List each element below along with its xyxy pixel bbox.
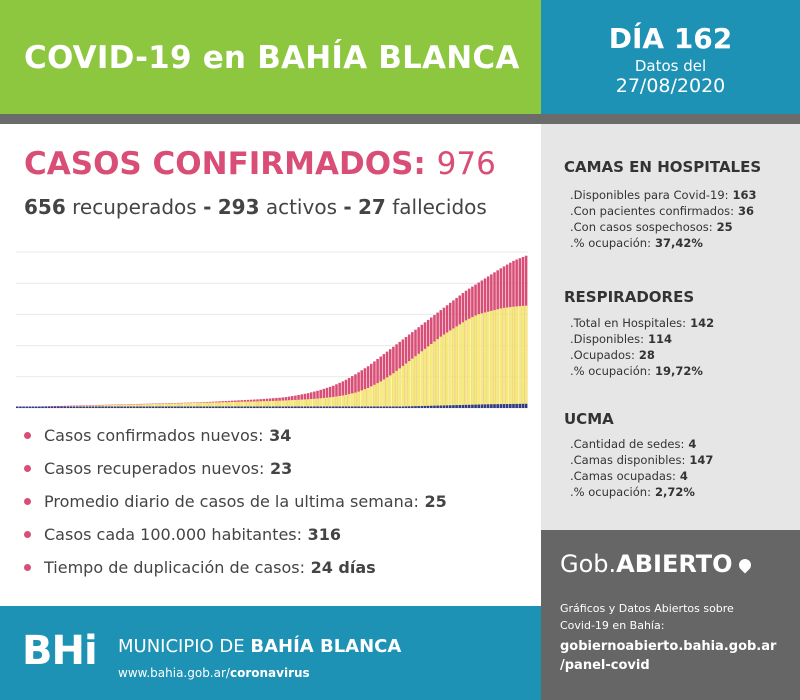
active-value: 293 [217,195,260,219]
bar-recovered [468,319,471,408]
bar-deceased [168,407,171,409]
bar-deceased [177,407,180,409]
side-panel [541,124,800,530]
bar-deceased [430,406,433,408]
confirmed-label: CASOS CONFIRMADOS: [24,146,426,182]
bar-recovered [506,307,509,408]
bar-deceased [402,406,405,408]
list-item: .Camas disponibles: 147 [570,453,714,467]
bar-deceased [263,407,266,409]
bar-recovered [509,307,512,408]
stat-weekly-average: Promedio diario de casos de la ultima semana: 25 [24,492,534,525]
bar-recovered [487,312,490,408]
bar-recovered [405,364,408,408]
bar-recovered [376,383,379,408]
list-item: .% ocupación: 19,72% [570,364,703,378]
bar-deceased [32,407,35,409]
bar-deceased [155,407,158,409]
bar-deceased [22,407,25,409]
bar-deceased [161,407,164,409]
bar-deceased [392,407,395,409]
bar-deceased [281,407,284,409]
bar-deceased [294,407,297,409]
deceased-value: 27 [358,195,386,219]
bar-deceased [436,406,439,408]
bar-recovered [462,322,465,408]
stat-new-confirmed: Casos confirmados nuevos: 34 [24,426,534,459]
bar-deceased [41,407,44,409]
bar-deceased [285,407,288,409]
bar-recovered [332,397,335,408]
website-link[interactable]: www.bahia.gob.ar/coronavirus [118,666,310,680]
bar-deceased [512,404,515,408]
bar-deceased [60,407,63,409]
bar-recovered [500,308,503,408]
bar-recovered [433,342,436,408]
bar-deceased [165,407,168,409]
bar-deceased [297,407,300,409]
bar-recovered [430,344,433,408]
bar-deceased [174,407,177,409]
bar-deceased [477,405,480,408]
bar-deceased [316,407,319,409]
bar-deceased [193,407,196,409]
bar-deceased [421,406,424,408]
bar-recovered [455,326,458,408]
bar-recovered [338,396,341,408]
bar-recovered [408,361,411,408]
day-panel [541,0,800,114]
footer-banner [0,606,541,700]
bar-deceased [288,407,291,409]
bar-recovered [512,307,515,408]
bar-recovered [348,394,351,408]
bar-recovered [354,393,357,408]
bar-deceased [291,407,294,409]
bar-deceased [253,407,256,409]
bar-recovered [458,324,461,408]
bar-recovered [443,335,446,408]
confirmed-heading [24,146,496,182]
bar-deceased [414,406,417,408]
bar-deceased [180,407,183,409]
bar-deceased [487,404,490,408]
bar-deceased [484,404,487,408]
bar-recovered [386,377,389,408]
bar-deceased [335,407,338,409]
bar-recovered [424,349,427,408]
bar-recovered [474,315,477,408]
bar-recovered [417,354,420,408]
bar-recovered [519,306,522,408]
day-number: DÍA 162 [608,22,733,55]
bar-deceased [29,407,32,409]
chart-bars [16,256,527,408]
bar-deceased [515,404,518,408]
bar-deceased [329,407,332,409]
day-date: 27/08/2020 [615,75,726,97]
bar-recovered [326,398,329,408]
bar-deceased [357,407,360,409]
bar-deceased [89,407,92,409]
bar-recovered [357,392,360,408]
bar-deceased [67,407,70,409]
bar-deceased [114,407,117,409]
bar-deceased [190,407,193,409]
list-item: .% ocupación: 37,42% [570,236,703,250]
drop-icon [736,557,753,574]
bar-deceased [408,406,411,408]
bar-recovered [389,375,392,408]
active-label: activos [259,195,344,219]
list-item: .% ocupación: 2,72% [570,485,695,499]
bar-deceased [519,404,522,408]
bar-deceased [171,407,174,409]
bar-deceased [133,407,136,409]
list-item: .Ocupados: 28 [570,348,655,362]
bar-deceased [496,404,499,408]
bar-deceased [326,407,329,409]
bar-recovered [471,317,474,408]
bar-deceased [500,404,503,408]
bar-deceased [351,407,354,409]
day-subtitle: Datos del [634,57,707,75]
bar-deceased [199,407,202,409]
bar-recovered [364,389,367,408]
bar-recovered [351,393,354,408]
bar-deceased [187,407,190,409]
bar-deceased [247,407,250,409]
bar-deceased [348,407,351,409]
bar-recovered [490,311,493,408]
bar-recovered [525,306,528,408]
bar-deceased [16,407,19,409]
bar-deceased [446,405,449,408]
bar-deceased [345,407,348,409]
bar-recovered [392,373,395,408]
ucma-list [570,436,713,500]
bar-deceased [218,407,221,409]
bar-deceased [383,407,386,409]
bar-deceased [117,407,120,409]
bar-deceased [196,407,199,409]
list-item: .Cantidad de sedes: 4 [570,437,697,451]
bar-recovered [323,398,326,408]
bar-deceased [310,407,313,409]
bar-recovered [446,333,449,408]
bar-recovered [440,337,443,408]
bar-deceased [389,407,392,409]
bar-deceased [458,405,461,408]
bar-deceased [130,407,133,409]
bar-recovered [335,396,338,408]
bar-deceased [209,407,212,409]
bar-deceased [231,407,234,409]
bar-deceased [379,407,382,409]
respiradores-list [570,315,714,379]
bar-deceased [455,405,458,408]
bar-recovered [436,339,439,408]
bar-deceased [405,406,408,408]
bar-deceased [44,407,47,409]
bar-deceased [184,407,187,409]
bar-deceased [266,407,269,409]
bar-deceased [471,405,474,408]
bar-deceased [142,407,145,409]
bar-deceased [54,407,57,409]
separator-2: - [343,195,352,219]
bar-deceased [506,404,509,408]
ucma-title: UCMA [564,410,614,428]
bar-deceased [468,405,471,408]
bar-deceased [443,405,446,408]
bar-deceased [481,404,484,408]
bar-deceased [493,404,496,408]
bar-recovered [367,388,370,408]
bar-deceased [342,407,345,409]
bar-deceased [139,407,142,409]
bar-deceased [104,407,107,409]
bar-deceased [95,407,98,409]
bar-deceased [259,407,262,409]
bar-deceased [319,407,322,409]
bar-deceased [449,405,452,408]
bar-deceased [452,405,455,408]
bar-deceased [398,407,401,409]
bar-deceased [228,407,231,409]
bar-deceased [332,407,335,409]
bar-recovered [414,356,417,408]
bar-recovered [421,351,424,408]
list-item: .Disponibles para Covid-19: 163 [570,188,757,202]
cases-chart [16,248,528,412]
bar-deceased [25,407,28,409]
separator-1: - [203,195,212,219]
bar-recovered [373,385,376,408]
bar-deceased [364,407,367,409]
bar-deceased [307,407,310,409]
bar-deceased [158,407,161,409]
bar-deceased [424,406,427,408]
camas-list [570,187,757,251]
bar-recovered [398,368,401,408]
recovered-value: 656 [24,195,66,219]
bullet-dot-icon [24,564,31,571]
bar-deceased [386,407,389,409]
gob-abierto-logo: Gob.ABIERTO [560,550,751,578]
deceased-label: fallecidos [385,195,487,219]
bar-deceased [503,404,506,408]
bar-deceased [373,407,376,409]
bar-recovered [452,328,455,408]
bar-deceased [462,405,465,408]
bar-deceased [490,404,493,408]
bar-deceased [92,407,95,409]
header-banner [0,0,541,114]
recovered-label: recuperados [65,195,204,219]
bar-deceased [509,404,512,408]
bar-deceased [48,407,51,409]
bar-recovered [345,395,348,408]
bar-deceased [19,407,22,409]
bar-recovered [477,314,480,408]
gob-link[interactable]: gobiernoabierto.bahia.gob.ar /panel-covid [560,639,777,673]
bullet-dot-icon [24,432,31,439]
bar-deceased [354,407,357,409]
bar-recovered [342,395,345,408]
municipality-name: MUNICIPIO DE BAHÍA BLANCA [118,636,402,657]
gob-abierto-panel [541,530,800,700]
bar-recovered [465,320,468,408]
bar-deceased [474,405,477,408]
bar-deceased [152,407,155,409]
bar-deceased [98,407,101,409]
stat-per-100k: Casos cada 100.000 habitantes: 316 [24,525,534,558]
bar-deceased [522,404,525,408]
bar-deceased [215,407,218,409]
bar-deceased [278,407,281,409]
bar-deceased [433,406,436,408]
bullet-dot-icon [24,531,31,538]
bar-deceased [123,407,126,409]
bar-deceased [63,407,66,409]
bar-deceased [79,407,82,409]
bar-deceased [272,407,275,409]
list-item: .Total en Hospitales: 142 [570,316,715,330]
separator-band [0,114,800,124]
bar-deceased [417,406,420,408]
bar-recovered [484,313,487,409]
bar-deceased [225,407,228,409]
list-item: .Con casos sospechosos: 25 [570,220,733,234]
bar-deceased [86,407,89,409]
bar-deceased [275,407,278,409]
bar-deceased [101,407,104,409]
bar-recovered [515,306,518,408]
stats-list [24,426,534,591]
bar-deceased [427,406,430,408]
bar-deceased [70,407,73,409]
bar-deceased [57,407,60,409]
bar-recovered [427,346,430,408]
bullet-dot-icon [24,498,31,505]
bar-deceased [338,407,341,409]
bar-deceased [73,407,76,409]
bar-recovered [503,308,506,408]
bar-deceased [35,407,38,409]
bar-deceased [465,405,468,408]
bar-deceased [51,407,54,409]
main-panel [0,124,541,606]
bar-deceased [300,407,303,409]
bar-recovered [402,366,405,408]
bar-deceased [237,407,240,409]
bar-deceased [82,407,85,409]
gob-description: Gráficos y Datos Abiertos sobre Covid-19 en Bahía: [560,602,734,632]
bar-recovered [329,397,332,408]
bar-deceased [221,407,224,409]
bar-deceased [244,407,247,409]
list-item: .Disponibles: 114 [570,332,672,346]
bar-deceased [313,407,316,409]
bar-deceased [376,407,379,409]
bar-deceased [269,407,272,409]
bar-recovered [493,310,496,408]
bar-deceased [440,406,443,408]
bar-recovered [411,359,414,408]
list-item: .Camas ocupadas: 4 [570,469,688,483]
bar-deceased [256,407,259,409]
bar-recovered [449,330,452,408]
bar-deceased [525,404,528,408]
bar-recovered [379,381,382,408]
bar-deceased [250,407,253,409]
stat-new-recovered: Casos recuperados nuevos: 23 [24,459,534,492]
bhi-logo: BHi [22,628,97,674]
bar-deceased [367,407,370,409]
bar-deceased [136,407,139,409]
bar-deceased [234,407,237,409]
bar-recovered [496,309,499,408]
page-title: COVID-19 en BAHÍA BLANCA [24,40,520,76]
bar-recovered [481,313,484,408]
bar-deceased [212,407,215,409]
bullet-dot-icon [24,465,31,472]
confirmed-value: 976 [436,146,496,182]
bar-recovered [370,386,373,408]
bar-deceased [323,407,326,409]
list-item: .Con pacientes confirmados: 36 [570,204,755,218]
bar-deceased [111,407,114,409]
bar-deceased [127,407,130,409]
bar-deceased [206,407,209,409]
bar-deceased [108,407,111,409]
bar-recovered [383,379,386,408]
summary-line [24,195,487,219]
bar-deceased [76,407,79,409]
bar-deceased [240,407,243,409]
bar-deceased [360,407,363,409]
bar-deceased [146,407,149,409]
bar-recovered [395,371,398,408]
stat-doubling-time: Tiempo de duplicación de casos: 24 días [24,558,534,591]
camas-title: CAMAS EN HOSPITALES [564,158,762,176]
bar-deceased [202,407,205,409]
bar-deceased [411,406,414,408]
bar-recovered [522,306,525,408]
bar-deceased [38,407,41,409]
bar-deceased [304,407,307,409]
bar-recovered [360,390,363,408]
bar-deceased [395,407,398,409]
respiradores-title: RESPIRADORES [564,288,695,306]
bar-deceased [370,407,373,409]
bar-deceased [149,407,152,409]
bar-deceased [120,407,123,409]
